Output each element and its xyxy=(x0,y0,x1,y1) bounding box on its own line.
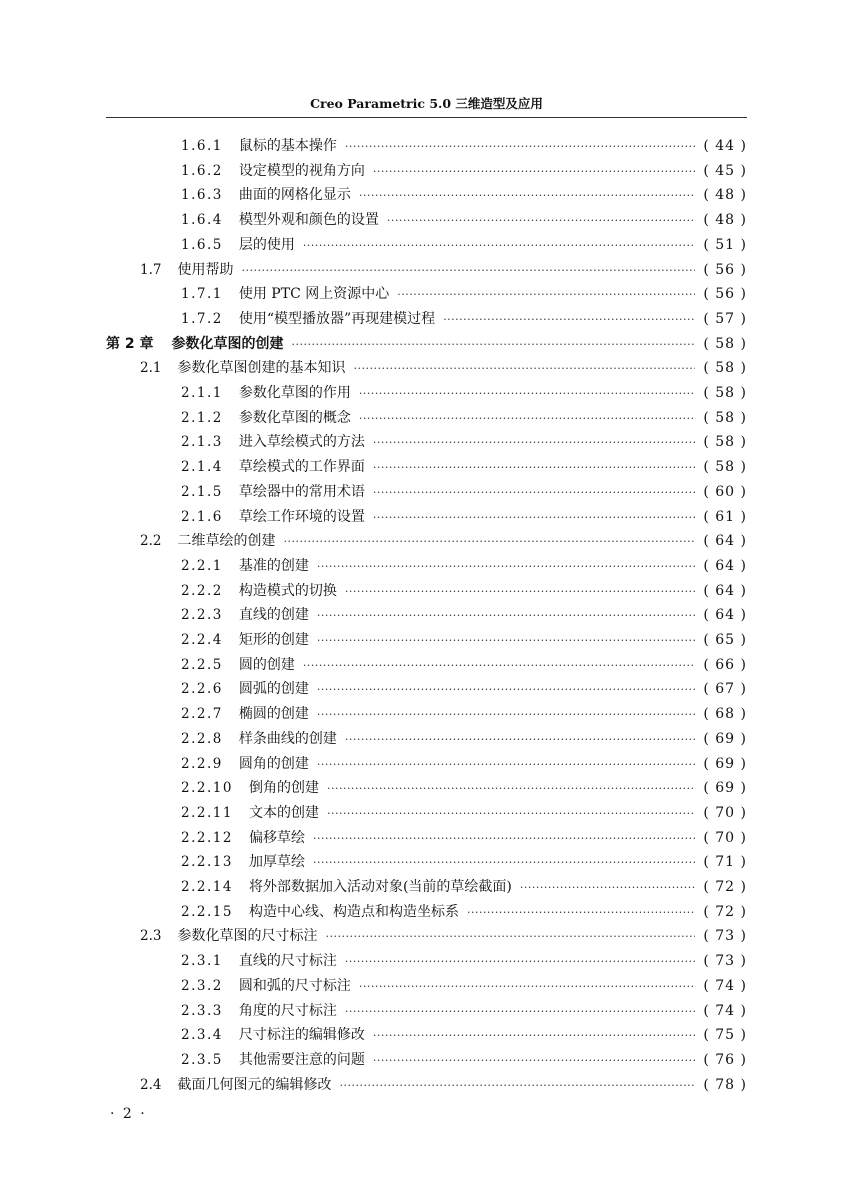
toc-entry-number: 2.1.6 xyxy=(181,508,223,525)
toc-subsection-entry xyxy=(0,381,850,405)
toc-entry-number: 2.2.14 xyxy=(181,879,233,895)
toc-leader-dots xyxy=(317,555,696,579)
toc-entry-title: 模型外观和颜色的设置 xyxy=(238,212,379,229)
toc-leader-dots xyxy=(373,456,696,480)
toc-entry-number: 2.1.2 xyxy=(181,409,223,426)
page-number: · 2 · xyxy=(110,1106,147,1122)
toc-subsection-entry xyxy=(0,307,850,331)
toc-leader-dots xyxy=(467,901,695,925)
toc-entry-number: 1.6.5 xyxy=(181,236,223,253)
toc-entry-number: 2.3.5 xyxy=(181,1051,223,1068)
toc-leader-dots xyxy=(283,530,695,554)
toc-leader-dots xyxy=(303,234,696,258)
toc-entry-title: 参数化草图的概念 xyxy=(238,409,351,426)
toc-entry-title: 参数化草图的创建 xyxy=(171,335,284,352)
toc-subsection-entry xyxy=(0,159,850,183)
toc-entry-number: 2.3.4 xyxy=(181,1027,223,1044)
toc-entry-line xyxy=(181,677,747,702)
toc-subsection-entry xyxy=(0,826,850,850)
toc-entry-page: ( 70 ) xyxy=(703,804,747,821)
toc-entry-number: 2.2.12 xyxy=(181,829,233,846)
toc-entry-line xyxy=(181,159,747,184)
toc-entry-number: 1.6.4 xyxy=(181,212,223,229)
toc-subsection-entry xyxy=(0,949,850,973)
toc-entry-title: 文本的创建 xyxy=(248,804,319,821)
toc-entry-line xyxy=(181,455,747,480)
toc-subsection-entry xyxy=(0,455,850,479)
toc-section-entry xyxy=(0,924,850,948)
toc-entry-line xyxy=(181,949,747,974)
toc-entry-page: ( 76 ) xyxy=(703,1051,747,1068)
header-rule xyxy=(106,117,747,118)
toc-entry-number: 2.2.9 xyxy=(181,755,223,772)
toc-leader-dots xyxy=(387,209,696,233)
toc-leader-dots xyxy=(345,950,696,974)
toc-leader-dots xyxy=(373,431,696,455)
toc-entry-page: ( 73 ) xyxy=(703,953,747,970)
toc-entry-number: 1.6.1 xyxy=(181,138,223,154)
toc-entry-title: 加厚草绘 xyxy=(248,854,305,871)
toc-entry-line xyxy=(181,900,747,925)
toc-entry-line xyxy=(181,603,747,628)
toc-entry-line xyxy=(181,702,747,727)
toc-entry-title: 构造中心线、构造点和构造坐标系 xyxy=(248,903,459,920)
toc-entry-page: ( 69 ) xyxy=(703,780,747,797)
running-header: Creo Parametric 5.0 三维造型及应用 xyxy=(310,96,543,111)
toc-subsection-entry xyxy=(0,875,850,899)
toc-leader-dots xyxy=(345,135,696,159)
toc-entry-line xyxy=(181,307,747,332)
toc-entry-line xyxy=(140,924,747,949)
toc-leader-dots xyxy=(397,283,695,307)
toc-leader-dots xyxy=(359,407,696,431)
toc-subsection-entry xyxy=(0,850,850,874)
toc-entry-page: ( 56 ) xyxy=(703,286,747,303)
toc-entry-line xyxy=(181,1023,747,1048)
toc-entry-line xyxy=(181,628,747,653)
toc-entry-line xyxy=(140,529,747,554)
toc-entry-page: ( 48 ) xyxy=(703,212,747,229)
toc-entry-title: 使用帮助 xyxy=(177,261,234,278)
toc-entry-page: ( 60 ) xyxy=(703,483,747,500)
toc-entry-page: ( 57 ) xyxy=(703,310,747,327)
toc-entry-page: ( 66 ) xyxy=(703,656,747,673)
toc-section-entry xyxy=(0,258,850,282)
toc-entry-title: 参数化草图创建的基本知识 xyxy=(177,360,346,377)
toc-entry-page: ( 78 ) xyxy=(703,1076,747,1093)
toc-subsection-entry xyxy=(0,1023,850,1047)
toc-entry-page: ( 68 ) xyxy=(703,706,747,723)
toc-entry-number: 2.2.3 xyxy=(181,607,223,624)
toc-entry-number: 2.2.15 xyxy=(181,903,233,920)
toc-entry-page: ( 74 ) xyxy=(703,977,747,994)
toc-subsection-entry xyxy=(0,776,850,800)
toc-leader-dots xyxy=(313,851,695,875)
toc-entry-number: 2.2.7 xyxy=(181,706,223,723)
toc-entry-number: 2.1.3 xyxy=(181,434,223,451)
toc-entry-line xyxy=(181,1048,747,1073)
toc-subsection-entry xyxy=(0,702,850,726)
toc-entry-line xyxy=(181,801,747,826)
toc-entry-title: 基准的创建 xyxy=(238,557,309,574)
toc-leader-dots xyxy=(520,876,695,900)
toc-entry-line xyxy=(181,776,747,801)
toc-subsection-entry xyxy=(0,727,850,751)
toc-leader-dots xyxy=(373,1049,696,1073)
toc-leader-dots xyxy=(345,1000,696,1024)
toc-entry-line xyxy=(181,579,747,604)
toc-entry-title: 参数化草图的作用 xyxy=(238,385,351,401)
toc-entry-page: ( 65 ) xyxy=(703,632,747,648)
toc-section-entry xyxy=(0,529,850,553)
toc-entry-line xyxy=(181,381,747,406)
toc-subsection-entry xyxy=(0,653,850,677)
toc-entry-title: 草绘器中的常用术语 xyxy=(238,483,365,500)
toc-leader-dots xyxy=(317,753,696,777)
toc-entry-page: ( 67 ) xyxy=(703,681,747,698)
toc-entry-number: 2.2.13 xyxy=(181,854,233,871)
toc-entry-title: 其他需要注意的问题 xyxy=(238,1051,365,1068)
toc-entry-title: 二维草绘的创建 xyxy=(177,533,276,550)
toc-entry-line xyxy=(181,727,747,752)
toc-entry-title: 圆和弧的尺寸标注 xyxy=(238,977,351,994)
toc-leader-dots xyxy=(317,629,696,653)
toc-entry-line xyxy=(181,430,747,455)
toc-entry-line xyxy=(181,505,747,530)
toc-entry-title: 角度的尺寸标注 xyxy=(238,1002,337,1019)
toc-entry-number: 2.2.4 xyxy=(181,632,223,648)
toc-entry-page: ( 64 ) xyxy=(703,533,747,550)
toc-leader-dots xyxy=(443,308,695,332)
toc-entry-title: 直线的创建 xyxy=(238,607,309,624)
toc-entry-page: ( 69 ) xyxy=(703,755,747,772)
toc-entry-number: 2.2.11 xyxy=(181,804,233,821)
toc-entry-number: 1.7.1 xyxy=(181,286,223,303)
toc-entry-page: ( 58 ) xyxy=(703,409,747,426)
toc-entry-page: ( 75 ) xyxy=(703,1027,747,1044)
toc-entry-title: 截面几何图元的编辑修改 xyxy=(177,1076,332,1093)
toc-entry-number: 2.1.4 xyxy=(181,459,223,476)
toc-entry-title: 设定模型的视角方向 xyxy=(238,162,365,179)
toc-entry-number: 1.6.2 xyxy=(181,162,223,179)
toc-entry-title: 草绘工作环境的设置 xyxy=(238,508,365,525)
toc-entry-line xyxy=(181,282,747,307)
toc-entry-line xyxy=(181,134,747,159)
toc-entry-number: 第 2 章 xyxy=(106,335,154,352)
toc-subsection-entry xyxy=(0,900,850,924)
toc-entry-title: 尺寸标注的编辑修改 xyxy=(238,1027,365,1044)
toc-entry-line xyxy=(181,875,747,900)
toc-entry-title: 使用 PTC 网上资源中心 xyxy=(238,286,390,303)
toc-subsection-entry xyxy=(0,233,850,257)
toc-subsection-entry xyxy=(0,406,850,430)
toc-leader-dots xyxy=(345,580,696,604)
toc-entry-number: 2.2.1 xyxy=(181,557,223,574)
toc-entry-number: 2.2.8 xyxy=(181,730,223,747)
toc-entry-page: ( 56 ) xyxy=(703,261,747,278)
toc-leader-dots xyxy=(373,506,696,530)
toc-entry-number: 2.3.3 xyxy=(181,1002,223,1019)
toc-entry-line xyxy=(181,208,747,233)
toc-subsection-entry xyxy=(0,801,850,825)
toc-entry-page: ( 64 ) xyxy=(703,607,747,624)
toc-entry-title: 草绘模式的工作界面 xyxy=(238,459,365,476)
toc-leader-dots xyxy=(345,728,696,752)
toc-leader-dots xyxy=(313,827,695,851)
toc-leader-dots xyxy=(317,604,696,628)
toc-leader-dots xyxy=(359,382,696,406)
toc-entry-line xyxy=(140,356,747,381)
toc-subsection-entry xyxy=(0,183,850,207)
toc-section-entry xyxy=(0,1073,850,1097)
toc-leader-dots xyxy=(241,259,695,283)
toc-entry-page: ( 61 ) xyxy=(703,508,747,525)
toc-entry-line xyxy=(181,999,747,1024)
toc-entry-title: 直线的尺寸标注 xyxy=(238,953,337,970)
toc-entry-line xyxy=(181,653,747,678)
toc-chapter-entry xyxy=(0,332,850,356)
toc-entry-title: 构造模式的切换 xyxy=(238,582,337,599)
toc-entry-page: ( 58 ) xyxy=(703,385,747,401)
toc-entry-line xyxy=(140,258,747,283)
toc-entry-title: 偏移草绘 xyxy=(248,829,305,846)
toc-entry-page: ( 70 ) xyxy=(703,829,747,846)
toc-entry-number: 2.1 xyxy=(140,360,162,377)
toc-entry-page: ( 64 ) xyxy=(703,557,747,574)
toc-leader-dots xyxy=(373,160,696,184)
toc-leader-dots xyxy=(325,925,695,949)
toc-entry-number: 2.1.1 xyxy=(181,385,223,401)
toc-entry-number: 2.2.6 xyxy=(181,681,223,698)
toc-entry-title: 鼠标的基本操作 xyxy=(238,138,337,154)
toc-entry-title: 样条曲线的创建 xyxy=(238,730,337,747)
toc-entry-page: ( 48 ) xyxy=(703,187,747,204)
toc-entry-page: ( 58 ) xyxy=(703,335,747,352)
toc-subsection-entry xyxy=(0,430,850,454)
toc-entry-title: 将外部数据加入活动对象(当前的草绘截面) xyxy=(248,879,512,895)
toc-entry-title: 层的使用 xyxy=(238,236,295,253)
toc-entry-title: 倒角的创建 xyxy=(248,780,319,797)
toc-entry-page: ( 72 ) xyxy=(703,879,747,895)
toc-entry-line xyxy=(181,752,747,777)
toc-leader-dots xyxy=(339,1074,695,1098)
toc-entry-line xyxy=(181,554,747,579)
toc-entry-line xyxy=(181,233,747,258)
toc-entry-number: 2.1.5 xyxy=(181,483,223,500)
toc-entry-title: 矩形的创建 xyxy=(238,632,309,648)
toc-leader-dots xyxy=(327,802,695,826)
toc-entry-number: 2.2.2 xyxy=(181,582,223,599)
toc-entry-line xyxy=(181,826,747,851)
toc-leader-dots xyxy=(303,654,696,678)
toc-entry-page: ( 74 ) xyxy=(703,1002,747,1019)
toc-subsection-entry xyxy=(0,1048,850,1072)
toc-entry-title: 曲面的网格化显示 xyxy=(238,187,351,204)
toc-entry-title: 圆角的创建 xyxy=(238,755,309,772)
toc-entry-number: 2.3.1 xyxy=(181,953,223,970)
toc-leader-dots xyxy=(317,703,696,727)
toc-subsection-entry xyxy=(0,603,850,627)
toc-entry-line xyxy=(181,974,747,999)
toc-leader-dots xyxy=(373,481,696,505)
toc-subsection-entry xyxy=(0,282,850,306)
toc-leader-dots xyxy=(359,184,696,208)
toc-entry-page: ( 58 ) xyxy=(703,459,747,476)
toc-entry-number: 1.6.3 xyxy=(181,187,223,204)
toc-subsection-entry xyxy=(0,554,850,578)
toc-entry-page: ( 64 ) xyxy=(703,582,747,599)
toc-leader-dots xyxy=(327,777,695,801)
toc-subsection-entry xyxy=(0,480,850,504)
toc-entry-line xyxy=(181,850,747,875)
toc-entry-number: 2.4 xyxy=(140,1076,162,1093)
toc-entry-page: ( 72 ) xyxy=(703,903,747,920)
toc-entry-page: ( 45 ) xyxy=(703,162,747,179)
toc-subsection-entry xyxy=(0,752,850,776)
toc-subsection-entry xyxy=(0,505,850,529)
toc-entry-number: 2.2.5 xyxy=(181,656,223,673)
toc-entry-number: 1.7 xyxy=(140,261,162,278)
toc-leader-dots xyxy=(292,333,696,357)
toc-entry-title: 圆弧的创建 xyxy=(238,681,309,698)
toc-entry-page: ( 69 ) xyxy=(703,730,747,747)
toc-entry-page: ( 71 ) xyxy=(703,854,747,871)
toc-subsection-entry xyxy=(0,974,850,998)
toc-section-entry xyxy=(0,356,850,380)
toc-entry-number: 1.7.2 xyxy=(181,310,223,327)
toc-subsection-entry xyxy=(0,677,850,701)
toc-entry-number: 2.3 xyxy=(140,928,162,945)
toc-subsection-entry xyxy=(0,628,850,652)
toc-entry-line xyxy=(106,332,747,357)
toc-entry-title: 进入草绘模式的方法 xyxy=(238,434,365,451)
toc-entry-page: ( 51 ) xyxy=(703,236,747,253)
toc-subsection-entry xyxy=(0,579,850,603)
toc-entry-line xyxy=(181,183,747,208)
toc-entry-page: ( 73 ) xyxy=(703,928,747,945)
toc-leader-dots xyxy=(373,1024,696,1048)
toc-entry-line xyxy=(140,1073,747,1098)
toc-subsection-entry xyxy=(0,134,850,158)
toc-entry-line xyxy=(181,480,747,505)
toc-entry-page: ( 58 ) xyxy=(703,434,747,451)
toc-entry-line xyxy=(181,406,747,431)
toc-entry-title: 椭圆的创建 xyxy=(238,706,309,723)
toc-entry-title: 使用“模型播放器”再现建模过程 xyxy=(238,310,436,327)
toc-subsection-entry xyxy=(0,208,850,232)
toc-leader-dots xyxy=(317,678,696,702)
toc-entry-title: 参数化草图的尺寸标注 xyxy=(177,928,318,945)
toc-entry-number: 2.2 xyxy=(140,533,162,550)
toc-subsection-entry xyxy=(0,999,850,1023)
toc-entry-page: ( 58 ) xyxy=(703,360,747,377)
toc-entry-title: 圆的创建 xyxy=(238,656,295,673)
toc-leader-dots xyxy=(359,975,696,999)
toc-entry-number: 2.3.2 xyxy=(181,977,223,994)
toc-leader-dots xyxy=(353,357,695,381)
toc-entry-number: 2.2.10 xyxy=(181,780,233,797)
toc-entry-page: ( 44 ) xyxy=(703,138,747,154)
